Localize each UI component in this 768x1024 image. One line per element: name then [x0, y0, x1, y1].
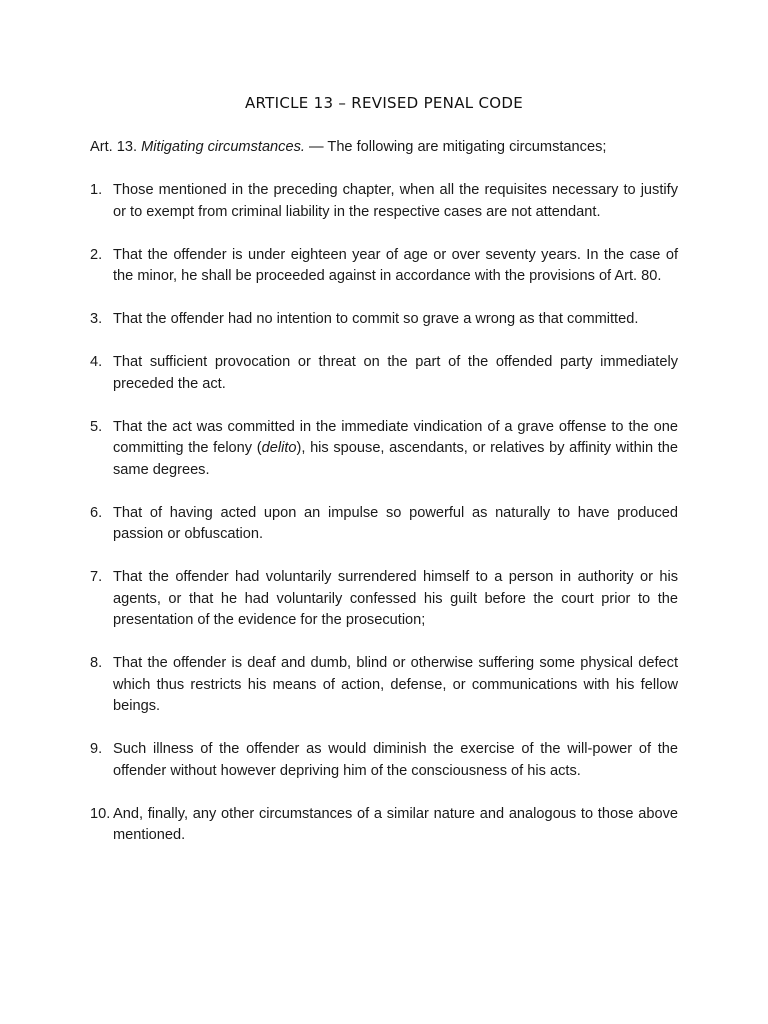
circumstances-list: [90, 180, 678, 868]
list-item: [90, 804, 678, 847]
item-text: Such illness of the offender as would diminish the exercise of the will-power of the offender without however depriving him of the consciousness of his acts.: [113, 741, 678, 779]
item-text: That sufficient provocation or threat on the part of the offended party immediately preceded the act.: [113, 354, 678, 392]
item-number: 3.: [90, 311, 103, 327]
intro-text: — The following are mitigating circumstances;: [309, 139, 607, 155]
list-item: [90, 567, 678, 632]
list-item: [90, 245, 678, 288]
item-number: 9.: [90, 741, 103, 757]
item-emphasis: delito: [261, 440, 297, 456]
item-text: That the offender is deaf and dumb, blind or otherwise suffering some physical defect which thus restricts his means of action, defense, or communications with his fellow beings.: [113, 655, 678, 714]
list-item: [90, 503, 678, 546]
item-number: 2.: [90, 246, 103, 263]
item-number: 4.: [90, 354, 103, 370]
item-text: And, finally, any other circumstances of a similar nature and analogous to those above mentioned.: [113, 805, 678, 843]
list-item: [90, 739, 678, 782]
item-number: 8.: [90, 655, 103, 671]
item-number: 7.: [90, 569, 103, 585]
page-title: ARTICLE 13 – REVISED PENAL CODE: [244, 94, 524, 112]
item-text: Those mentioned in the preceding chapter, when all the requisites necessary to justify or to exempt from criminal liability in the respective cases are not attendant.: [113, 182, 678, 220]
list-item: [90, 309, 678, 331]
list-item: [90, 653, 678, 718]
item-text: That of having acted upon an impulse so powerful as naturally to have produced passion or obfuscation.: [113, 504, 678, 542]
list-item: [90, 417, 678, 482]
item-text-after: ), his spouse, ascendants, or relatives by affinity within the same degrees.: [113, 440, 678, 478]
list-item: [90, 180, 678, 223]
list-item: [90, 352, 678, 395]
item-text: That the offender is under eighteen year of age or over seventy years. In the case of the minor, he shall be proceeded against in accordance with the provisions of Art. 80.: [113, 246, 678, 284]
item-text: That the offender had voluntarily surrendered himself to a person in authority or his agents, or that he had voluntarily confessed his guilt before the court prior to the presentation of the evidence for the prosecution;: [113, 569, 678, 628]
article-heading: Mitigating circumstances.: [141, 139, 305, 155]
item-text-before: That the act was committed in the immediate vindication of a grave offense to the one committing the felony (: [113, 418, 678, 456]
item-number: 5.: [90, 418, 103, 435]
article-number: Art. 13.: [90, 139, 138, 155]
item-number: 1.: [90, 182, 103, 198]
intro-paragraph: [90, 137, 680, 159]
item-number: 6.: [90, 504, 103, 521]
item-number: 10.: [90, 805, 111, 822]
item-text: That the offender had no intention to commit so grave a wrong as that committed.: [113, 311, 639, 327]
